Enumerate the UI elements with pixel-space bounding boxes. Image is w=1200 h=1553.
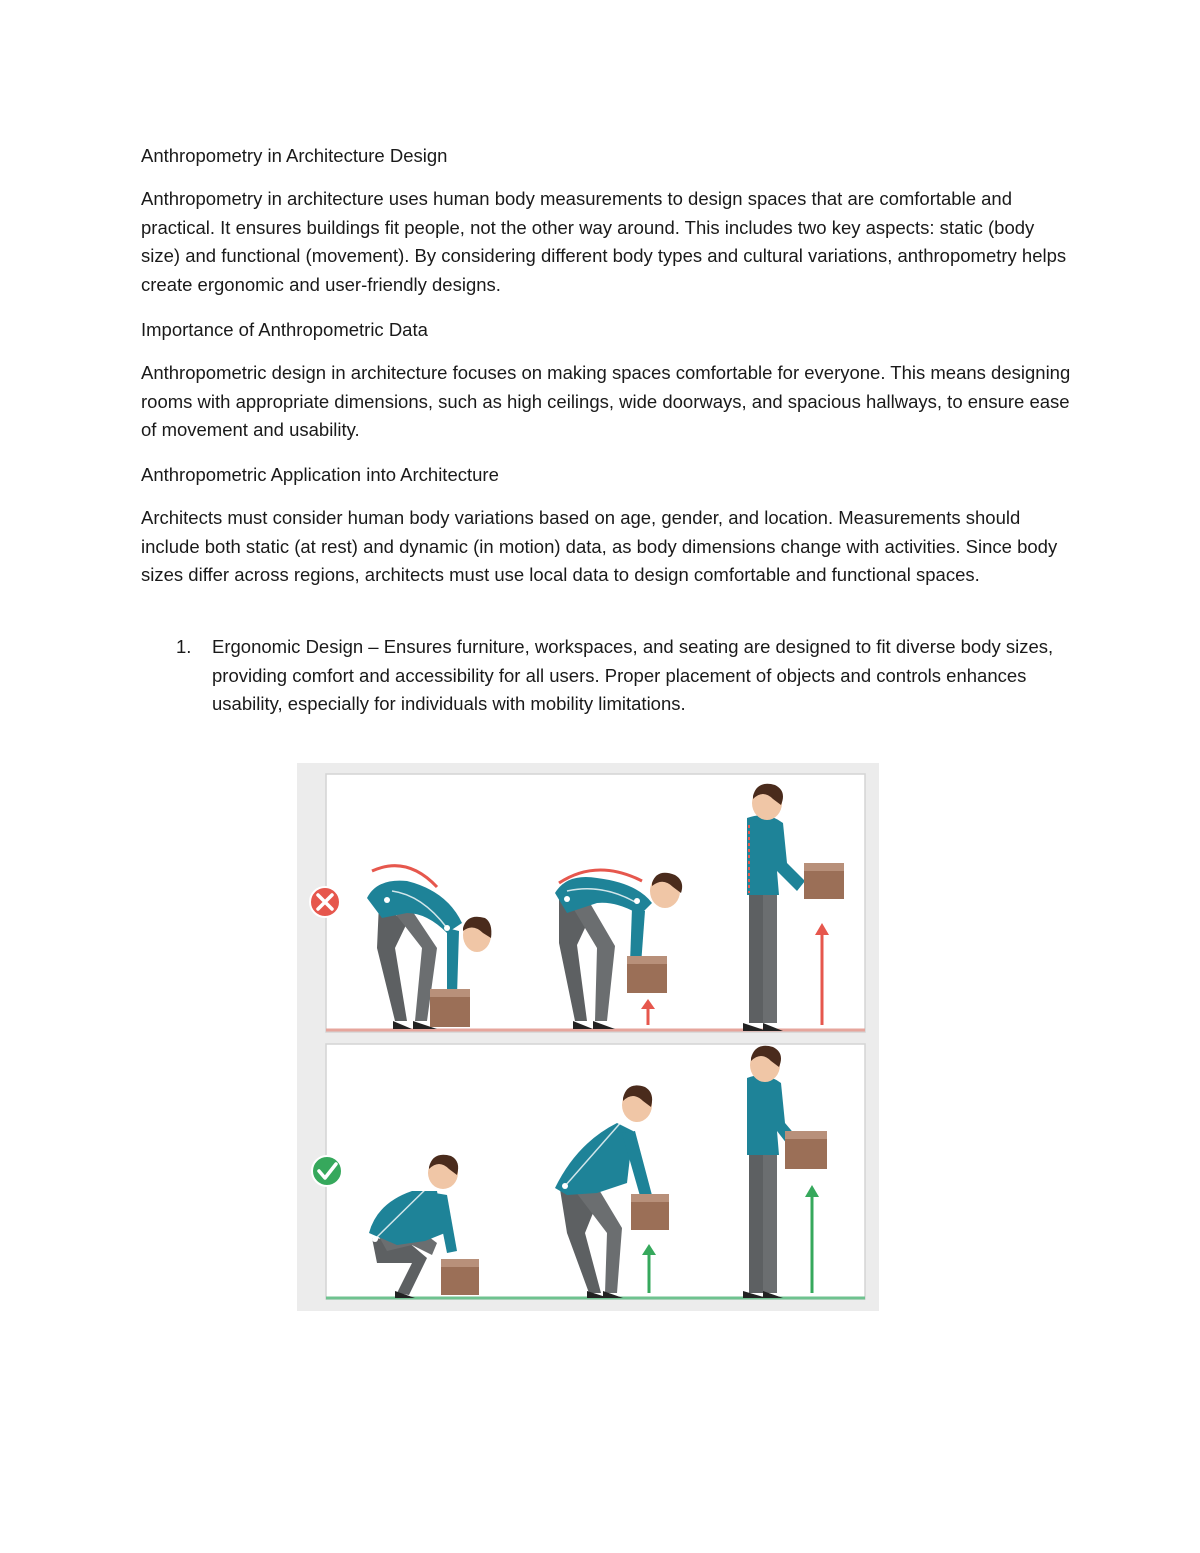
list-item-text: Ergonomic Design – Ensures furniture, workspaces, and seating are designed to fit diverse body sizes, providing comfort and accessibility for all users. Proper placement of objects and controls enhances usability, especially for individuals with mobility limitations. bbox=[212, 636, 1054, 715]
box-on-floor-1 bbox=[430, 989, 470, 1027]
paragraph-application-text: Architects must consider human body variations based on age, gender, and location. Measurements should include both static (at rest) and dynamic (in motion) data, as body dimensions change with activities. Since body sizes differ across regions, architects must use local data to design comfortable and functional spaces. bbox=[141, 507, 1058, 586]
paragraph-application bbox=[141, 504, 1071, 590]
paragraph-importance-text: Anthropometric design in architecture focuses on making spaces comfortable for everyone. This means designing rooms with appropriate dimensions, such as high ceilings, wide doorways, and spacious hallways, to ensure ease of movement and usability. bbox=[141, 362, 1071, 441]
list-item-number: 1. bbox=[176, 636, 192, 657]
box-lifted-5 bbox=[631, 1194, 669, 1230]
lifting-illustration bbox=[297, 763, 879, 1311]
paragraph-importance bbox=[141, 359, 1071, 445]
paragraph-intro-text: Anthropometry in architecture uses human body measurements to design spaces that are comfortable and practical. It ensures buildings fit people, not the other way around. This includes two key aspects: static (body size) and functional (movement). By considering different body types and cultural variations, anthropometry helps create ergonomic and user-friendly designs. bbox=[141, 188, 1067, 295]
box-on-floor-4 bbox=[441, 1259, 479, 1295]
check-icon bbox=[312, 1156, 342, 1186]
paragraph-intro bbox=[141, 185, 1071, 299]
heading-anthropometry-architecture: Anthropometry in Architecture Design bbox=[141, 145, 448, 166]
box-lifted-2 bbox=[627, 956, 667, 993]
box-held-3 bbox=[804, 863, 844, 899]
heading-importance-data: Importance of Anthropometric Data bbox=[141, 319, 428, 340]
cross-icon bbox=[310, 887, 340, 917]
lifting-posture-figure bbox=[297, 763, 879, 1311]
box-held-6 bbox=[785, 1131, 827, 1169]
heading-application: Anthropometric Application into Architecture bbox=[141, 464, 499, 485]
list-item bbox=[141, 633, 1071, 719]
